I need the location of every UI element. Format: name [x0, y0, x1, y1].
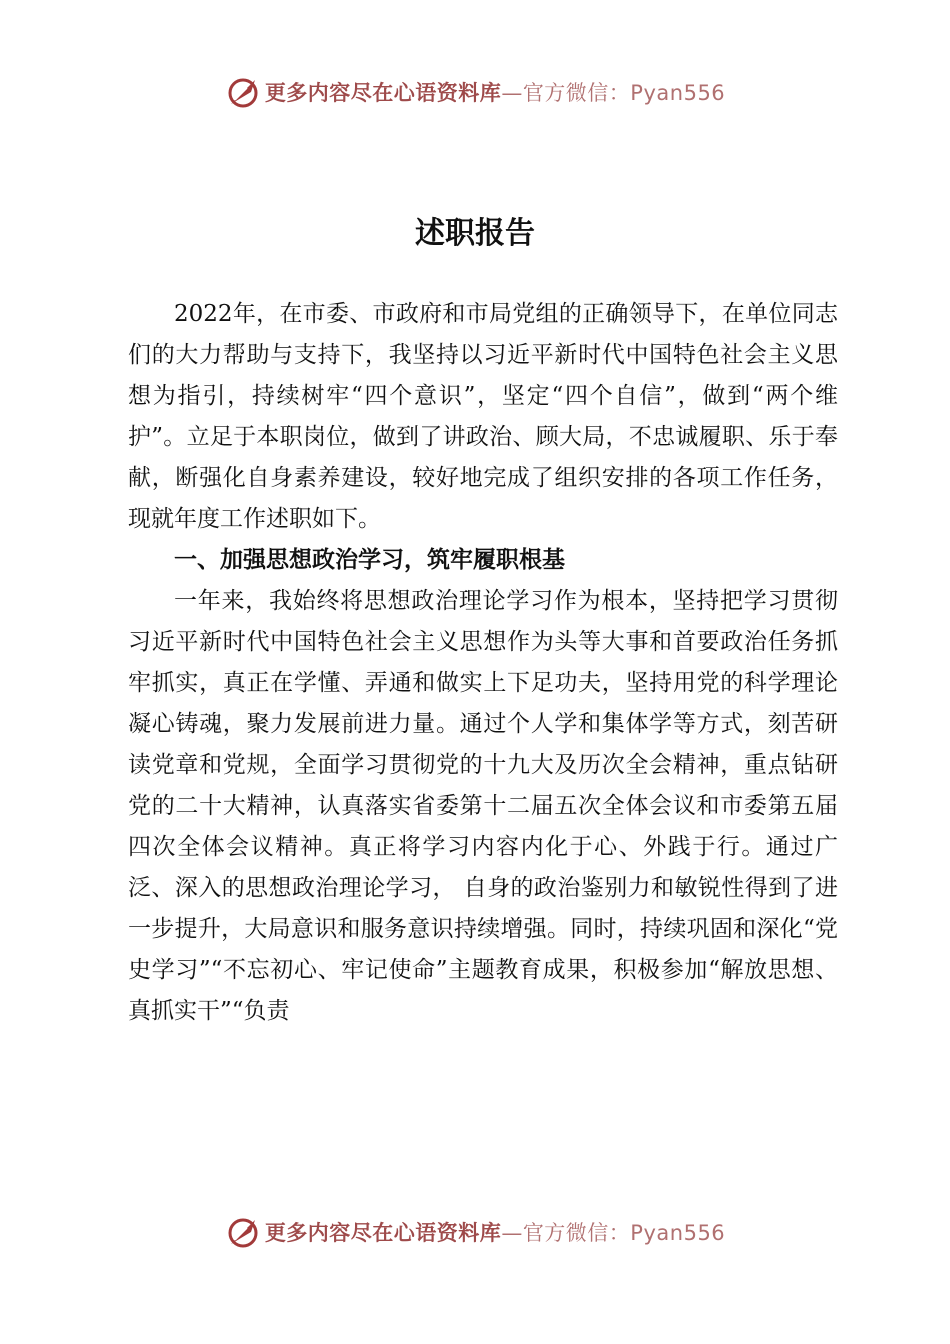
quill-logo-icon — [225, 1214, 261, 1250]
footer-banner-rest: —官方微信：Pyan556 — [501, 1221, 726, 1245]
section-heading: 一、加强思想政治学习，筑牢履职根基 — [174, 547, 565, 573]
intro-paragraph: 2022年，在市委、市政府和市局党组的正确领导下，在单位同志们的大力帮助与支持下，我坚持以习近平新时代中国特色社会主义思想为指引，持续树牢“四个意识”，坚定“四个自信”，做到“两个维护”。立足于本职岗位，做到了讲政治、顾大局，不忠诚履职、乐于奉献，断强化自身素养建设，较好地完成了组织安排的各项工作任务，现就年度工作述职如下。 — [128, 301, 838, 532]
footer-banner — [0, 1210, 950, 1254]
header-banner-rest: —官方微信：Pyan556 — [501, 81, 726, 105]
document-body — [128, 294, 838, 1032]
footer-banner-main: 更多内容尽在心语资料库 — [264, 1221, 502, 1245]
quill-logo-icon — [225, 74, 261, 110]
document-title: 述职报告 — [415, 216, 535, 251]
header-banner-main: 更多内容尽在心语资料库 — [264, 81, 502, 105]
section-paragraph: 一年来，我始终将思想政治理论学习作为根本，坚持把学习贯彻习近平新时代中国特色社会主义思想作为头等大事和首要政治任务抓牢抓实，真正在学懂、弄通和做实上下足功夫，坚持用党的科学理论凝心铸魂，聚力发展前进力量。通过个人学和集体学等方式，刻苦研读党章和党规，全面学习贯彻党的十九大及历次全会精神，重点钻研党的二十大精神，认真落实省委第十二届五次全体会议和市委第五届四次全体会议精神。真正将学习内容内化于心、外践于行。通过广泛、深入的思想政治理论学习， 自身的政治鉴别力和敏锐性得到了进一步提升，大局意识和服务意识持续增强。同时，持续巩固和深化“党史学习”“不忘初心、牢记使命”主题教育成果，积极参加“解放思想、真抓实干”“负责 — [128, 588, 838, 1024]
header-banner — [0, 70, 950, 114]
